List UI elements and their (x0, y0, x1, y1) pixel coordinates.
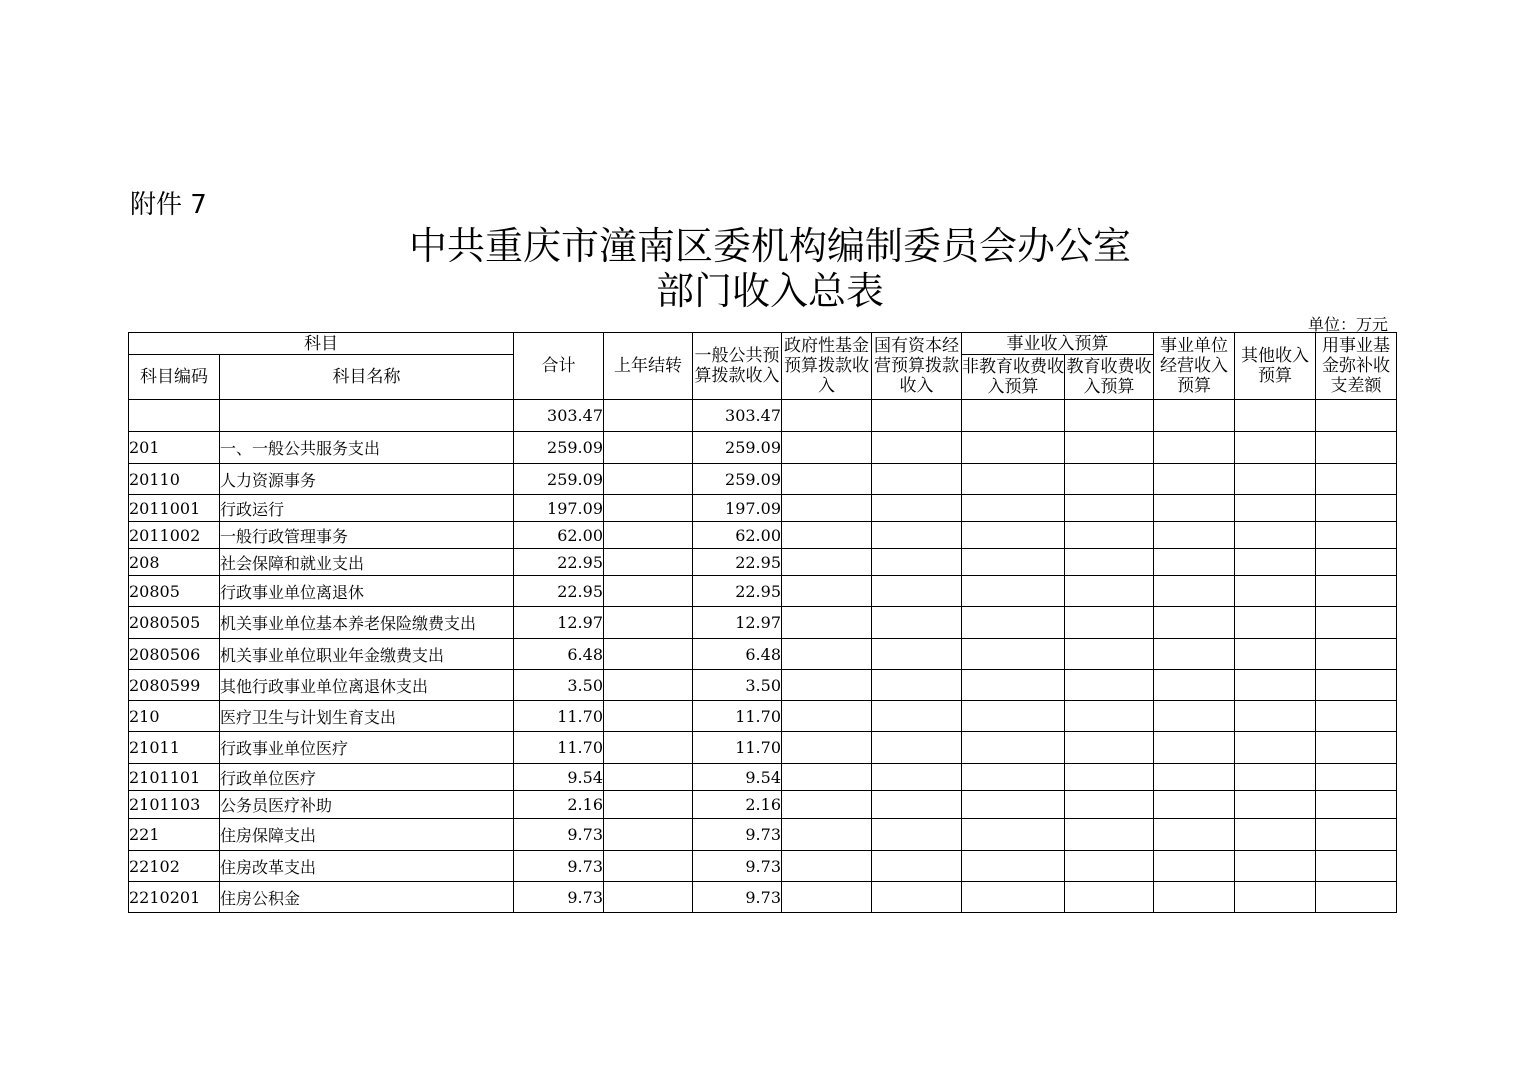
cell-gov-fund (782, 639, 872, 670)
cell-subject-name: 机关事业单位职业年金缴费支出 (220, 639, 514, 670)
cell-carryover (604, 522, 693, 549)
table-row (129, 495, 1397, 522)
cell-state-capital (872, 732, 962, 764)
cell-edu-fee (1065, 670, 1154, 701)
cell-other-income (1235, 607, 1316, 639)
cell-carryover (604, 639, 693, 670)
cell-subject-name: 住房改革支出 (220, 851, 514, 882)
cell-edu-fee (1065, 607, 1154, 639)
cell-carryover (604, 549, 693, 576)
cell-gov-fund (782, 464, 872, 495)
cell-edu-fee (1065, 576, 1154, 607)
cell-unit-operating (1154, 819, 1235, 851)
cell-general-budget: 303.47 (693, 400, 782, 432)
cell-other-income (1235, 732, 1316, 764)
cell-edu-fee (1065, 819, 1154, 851)
cell-state-capital (872, 819, 962, 851)
cell-subject-name: 其他行政事业单位离退休支出 (220, 670, 514, 701)
cell-state-capital (872, 495, 962, 522)
cell-other-income (1235, 882, 1316, 913)
cell-non-edu-fee (962, 495, 1065, 522)
table-row (129, 670, 1397, 701)
cell-total: 197.09 (514, 495, 604, 522)
cell-fund-offset (1316, 670, 1397, 701)
cell-non-edu-fee (962, 522, 1065, 549)
cell-non-edu-fee (962, 732, 1065, 764)
cell-unit-operating (1154, 464, 1235, 495)
cell-other-income (1235, 549, 1316, 576)
cell-total: 9.73 (514, 882, 604, 913)
cell-total: 3.50 (514, 670, 604, 701)
cell-other-income (1235, 495, 1316, 522)
cell-subject-name: 行政事业单位医疗 (220, 732, 514, 764)
cell-other-income (1235, 464, 1316, 495)
cell-gov-fund (782, 819, 872, 851)
header-gov-fund: 政府性基金预算拨款收入 (782, 333, 872, 400)
cell-edu-fee (1065, 549, 1154, 576)
cell-total: 6.48 (514, 639, 604, 670)
table-row (129, 432, 1397, 464)
cell-carryover (604, 464, 693, 495)
cell-state-capital (872, 607, 962, 639)
cell-non-edu-fee (962, 549, 1065, 576)
cell-subject-code: 2080599 (129, 670, 220, 701)
cell-non-edu-fee (962, 764, 1065, 791)
cell-subject-code: 20805 (129, 576, 220, 607)
cell-unit-operating (1154, 400, 1235, 432)
attachment-label: 附件 7 (130, 190, 207, 220)
cell-non-edu-fee (962, 464, 1065, 495)
cell-subject-name: 住房保障支出 (220, 819, 514, 851)
cell-total: 9.73 (514, 819, 604, 851)
cell-unit-operating (1154, 670, 1235, 701)
cell-state-capital (872, 576, 962, 607)
cell-fund-offset (1316, 607, 1397, 639)
cell-carryover (604, 701, 693, 732)
cell-gov-fund (782, 791, 872, 819)
cell-subject-code: 21011 (129, 732, 220, 764)
cell-edu-fee (1065, 764, 1154, 791)
cell-carryover (604, 764, 693, 791)
cell-total: 259.09 (514, 464, 604, 495)
cell-general-budget: 259.09 (693, 464, 782, 495)
cell-other-income (1235, 819, 1316, 851)
cell-gov-fund (782, 576, 872, 607)
cell-fund-offset (1316, 791, 1397, 819)
cell-gov-fund (782, 764, 872, 791)
cell-non-edu-fee (962, 791, 1065, 819)
cell-carryover (604, 495, 693, 522)
table-row (129, 607, 1397, 639)
table-row (129, 549, 1397, 576)
cell-gov-fund (782, 400, 872, 432)
income-summary-table (128, 332, 1397, 913)
cell-subject-name (220, 400, 514, 432)
table-row (129, 522, 1397, 549)
cell-other-income (1235, 400, 1316, 432)
cell-subject-name: 一般行政管理事务 (220, 522, 514, 549)
table-row (129, 464, 1397, 495)
cell-edu-fee (1065, 432, 1154, 464)
cell-state-capital (872, 400, 962, 432)
table-row (129, 882, 1397, 913)
cell-non-edu-fee (962, 432, 1065, 464)
header-edu-fee: 教育收费收入预算 (1065, 355, 1154, 400)
cell-unit-operating (1154, 495, 1235, 522)
table-row (129, 764, 1397, 791)
cell-subject-name: 机关事业单位基本养老保险缴费支出 (220, 607, 514, 639)
cell-non-edu-fee (962, 701, 1065, 732)
cell-other-income (1235, 701, 1316, 732)
cell-total: 259.09 (514, 432, 604, 464)
cell-general-budget: 9.73 (693, 819, 782, 851)
cell-edu-fee (1065, 851, 1154, 882)
header-fund-offset: 用事业基金弥补收支差额 (1316, 333, 1397, 400)
cell-fund-offset (1316, 819, 1397, 851)
cell-general-budget: 11.70 (693, 732, 782, 764)
cell-subject-code: 2011002 (129, 522, 220, 549)
cell-other-income (1235, 639, 1316, 670)
cell-total: 9.73 (514, 851, 604, 882)
cell-state-capital (872, 851, 962, 882)
cell-edu-fee (1065, 464, 1154, 495)
cell-non-edu-fee (962, 819, 1065, 851)
cell-gov-fund (782, 495, 872, 522)
cell-state-capital (872, 764, 962, 791)
cell-state-capital (872, 549, 962, 576)
cell-subject-name: 行政事业单位离退休 (220, 576, 514, 607)
cell-unit-operating (1154, 882, 1235, 913)
header-other-income: 其他收入预算 (1235, 333, 1316, 400)
cell-general-budget: 2.16 (693, 791, 782, 819)
cell-edu-fee (1065, 882, 1154, 913)
cell-non-edu-fee (962, 607, 1065, 639)
header-general-budget: 一般公共预算拨款收入 (693, 333, 782, 400)
header-total: 合计 (514, 333, 604, 400)
cell-general-budget: 12.97 (693, 607, 782, 639)
cell-general-budget: 22.95 (693, 576, 782, 607)
table-header (129, 333, 1397, 400)
cell-subject-name: 行政运行 (220, 495, 514, 522)
cell-non-edu-fee (962, 639, 1065, 670)
header-state-capital: 国有资本经营预算拨款收入 (872, 333, 962, 400)
cell-subject-code: 201 (129, 432, 220, 464)
table-row (129, 400, 1397, 432)
cell-edu-fee (1065, 522, 1154, 549)
cell-edu-fee (1065, 791, 1154, 819)
cell-fund-offset (1316, 522, 1397, 549)
cell-gov-fund (782, 882, 872, 913)
cell-gov-fund (782, 522, 872, 549)
cell-state-capital (872, 432, 962, 464)
cell-carryover (604, 400, 693, 432)
table-body (129, 400, 1397, 913)
table-row (129, 851, 1397, 882)
cell-edu-fee (1065, 495, 1154, 522)
header-subject-code: 科目编码 (129, 355, 220, 400)
table-row (129, 701, 1397, 732)
cell-carryover (604, 670, 693, 701)
cell-gov-fund (782, 851, 872, 882)
unit-label: 单位：万元 (1307, 315, 1388, 334)
cell-other-income (1235, 851, 1316, 882)
cell-total: 22.95 (514, 576, 604, 607)
cell-other-income (1235, 432, 1316, 464)
cell-non-edu-fee (962, 576, 1065, 607)
cell-general-budget: 9.73 (693, 882, 782, 913)
cell-total: 11.70 (514, 701, 604, 732)
cell-subject-code: 2011001 (129, 495, 220, 522)
cell-carryover (604, 851, 693, 882)
cell-edu-fee (1065, 701, 1154, 732)
cell-subject-code: 20110 (129, 464, 220, 495)
cell-unit-operating (1154, 549, 1235, 576)
cell-general-budget: 259.09 (693, 432, 782, 464)
cell-other-income (1235, 764, 1316, 791)
cell-non-edu-fee (962, 670, 1065, 701)
cell-fund-offset (1316, 432, 1397, 464)
cell-gov-fund (782, 701, 872, 732)
cell-total: 11.70 (514, 732, 604, 764)
cell-subject-code: 2080505 (129, 607, 220, 639)
cell-total: 303.47 (514, 400, 604, 432)
header-unit-operating: 事业单位经营收入预算 (1154, 333, 1235, 400)
cell-fund-offset (1316, 732, 1397, 764)
cell-subject-code: 2080506 (129, 639, 220, 670)
cell-carryover (604, 819, 693, 851)
cell-fund-offset (1316, 701, 1397, 732)
cell-subject-code: 22102 (129, 851, 220, 882)
table-row (129, 791, 1397, 819)
cell-unit-operating (1154, 732, 1235, 764)
cell-subject-name: 社会保障和就业支出 (220, 549, 514, 576)
cell-gov-fund (782, 607, 872, 639)
cell-other-income (1235, 670, 1316, 701)
cell-edu-fee (1065, 639, 1154, 670)
cell-subject-code: 208 (129, 549, 220, 576)
cell-gov-fund (782, 670, 872, 701)
cell-edu-fee (1065, 400, 1154, 432)
cell-carryover (604, 607, 693, 639)
header-non-edu-fee: 非教育收费收入预算 (962, 355, 1065, 400)
cell-subject-name: 公务员医疗补助 (220, 791, 514, 819)
cell-state-capital (872, 882, 962, 913)
cell-non-edu-fee (962, 851, 1065, 882)
header-carryover: 上年结转 (604, 333, 693, 400)
cell-gov-fund (782, 732, 872, 764)
cell-subject-name: 住房公积金 (220, 882, 514, 913)
cell-state-capital (872, 639, 962, 670)
cell-general-budget: 6.48 (693, 639, 782, 670)
table-row (129, 576, 1397, 607)
cell-subject-code (129, 400, 220, 432)
cell-subject-name: 医疗卫生与计划生育支出 (220, 701, 514, 732)
cell-general-budget: 3.50 (693, 670, 782, 701)
cell-fund-offset (1316, 495, 1397, 522)
header-public-service-income: 事业收入预算 (962, 333, 1154, 355)
cell-fund-offset (1316, 464, 1397, 495)
cell-total: 12.97 (514, 607, 604, 639)
cell-other-income (1235, 576, 1316, 607)
cell-fund-offset (1316, 764, 1397, 791)
cell-unit-operating (1154, 607, 1235, 639)
header-subject-name: 科目名称 (220, 355, 514, 400)
page-subtitle: 部门收入总表 (655, 269, 884, 313)
cell-subject-name: 人力资源事务 (220, 464, 514, 495)
cell-carryover (604, 882, 693, 913)
cell-total: 2.16 (514, 791, 604, 819)
cell-general-budget: 9.54 (693, 764, 782, 791)
cell-general-budget: 62.00 (693, 522, 782, 549)
table-row (129, 639, 1397, 670)
cell-non-edu-fee (962, 882, 1065, 913)
cell-state-capital (872, 670, 962, 701)
cell-general-budget: 9.73 (693, 851, 782, 882)
cell-gov-fund (782, 432, 872, 464)
cell-subject-code: 221 (129, 819, 220, 851)
cell-fund-offset (1316, 639, 1397, 670)
cell-subject-code: 2101101 (129, 764, 220, 791)
cell-unit-operating (1154, 851, 1235, 882)
table-row (129, 732, 1397, 764)
cell-carryover (604, 791, 693, 819)
cell-unit-operating (1154, 639, 1235, 670)
cell-fund-offset (1316, 400, 1397, 432)
cell-subject-code: 210 (129, 701, 220, 732)
cell-gov-fund (782, 549, 872, 576)
cell-total: 22.95 (514, 549, 604, 576)
cell-carryover (604, 576, 693, 607)
cell-unit-operating (1154, 522, 1235, 549)
cell-state-capital (872, 464, 962, 495)
cell-general-budget: 197.09 (693, 495, 782, 522)
cell-unit-operating (1154, 576, 1235, 607)
cell-other-income (1235, 522, 1316, 549)
cell-subject-name: 行政单位医疗 (220, 764, 514, 791)
cell-carryover (604, 432, 693, 464)
cell-fund-offset (1316, 882, 1397, 913)
cell-general-budget: 11.70 (693, 701, 782, 732)
cell-unit-operating (1154, 791, 1235, 819)
cell-unit-operating (1154, 701, 1235, 732)
cell-non-edu-fee (962, 400, 1065, 432)
page-title: 中共重庆市潼南区委机构编制委员会办公室 (408, 224, 1131, 268)
cell-total: 62.00 (514, 522, 604, 549)
cell-unit-operating (1154, 764, 1235, 791)
cell-carryover (604, 732, 693, 764)
header-subject: 科目 (129, 333, 514, 355)
cell-state-capital (872, 522, 962, 549)
table-row (129, 819, 1397, 851)
cell-fund-offset (1316, 576, 1397, 607)
cell-state-capital (872, 791, 962, 819)
cell-state-capital (872, 701, 962, 732)
cell-unit-operating (1154, 432, 1235, 464)
cell-subject-code: 2210201 (129, 882, 220, 913)
cell-total: 9.54 (514, 764, 604, 791)
cell-subject-code: 2101103 (129, 791, 220, 819)
cell-subject-name: 一、一般公共服务支出 (220, 432, 514, 464)
cell-fund-offset (1316, 851, 1397, 882)
cell-general-budget: 22.95 (693, 549, 782, 576)
cell-fund-offset (1316, 549, 1397, 576)
cell-other-income (1235, 791, 1316, 819)
cell-edu-fee (1065, 732, 1154, 764)
